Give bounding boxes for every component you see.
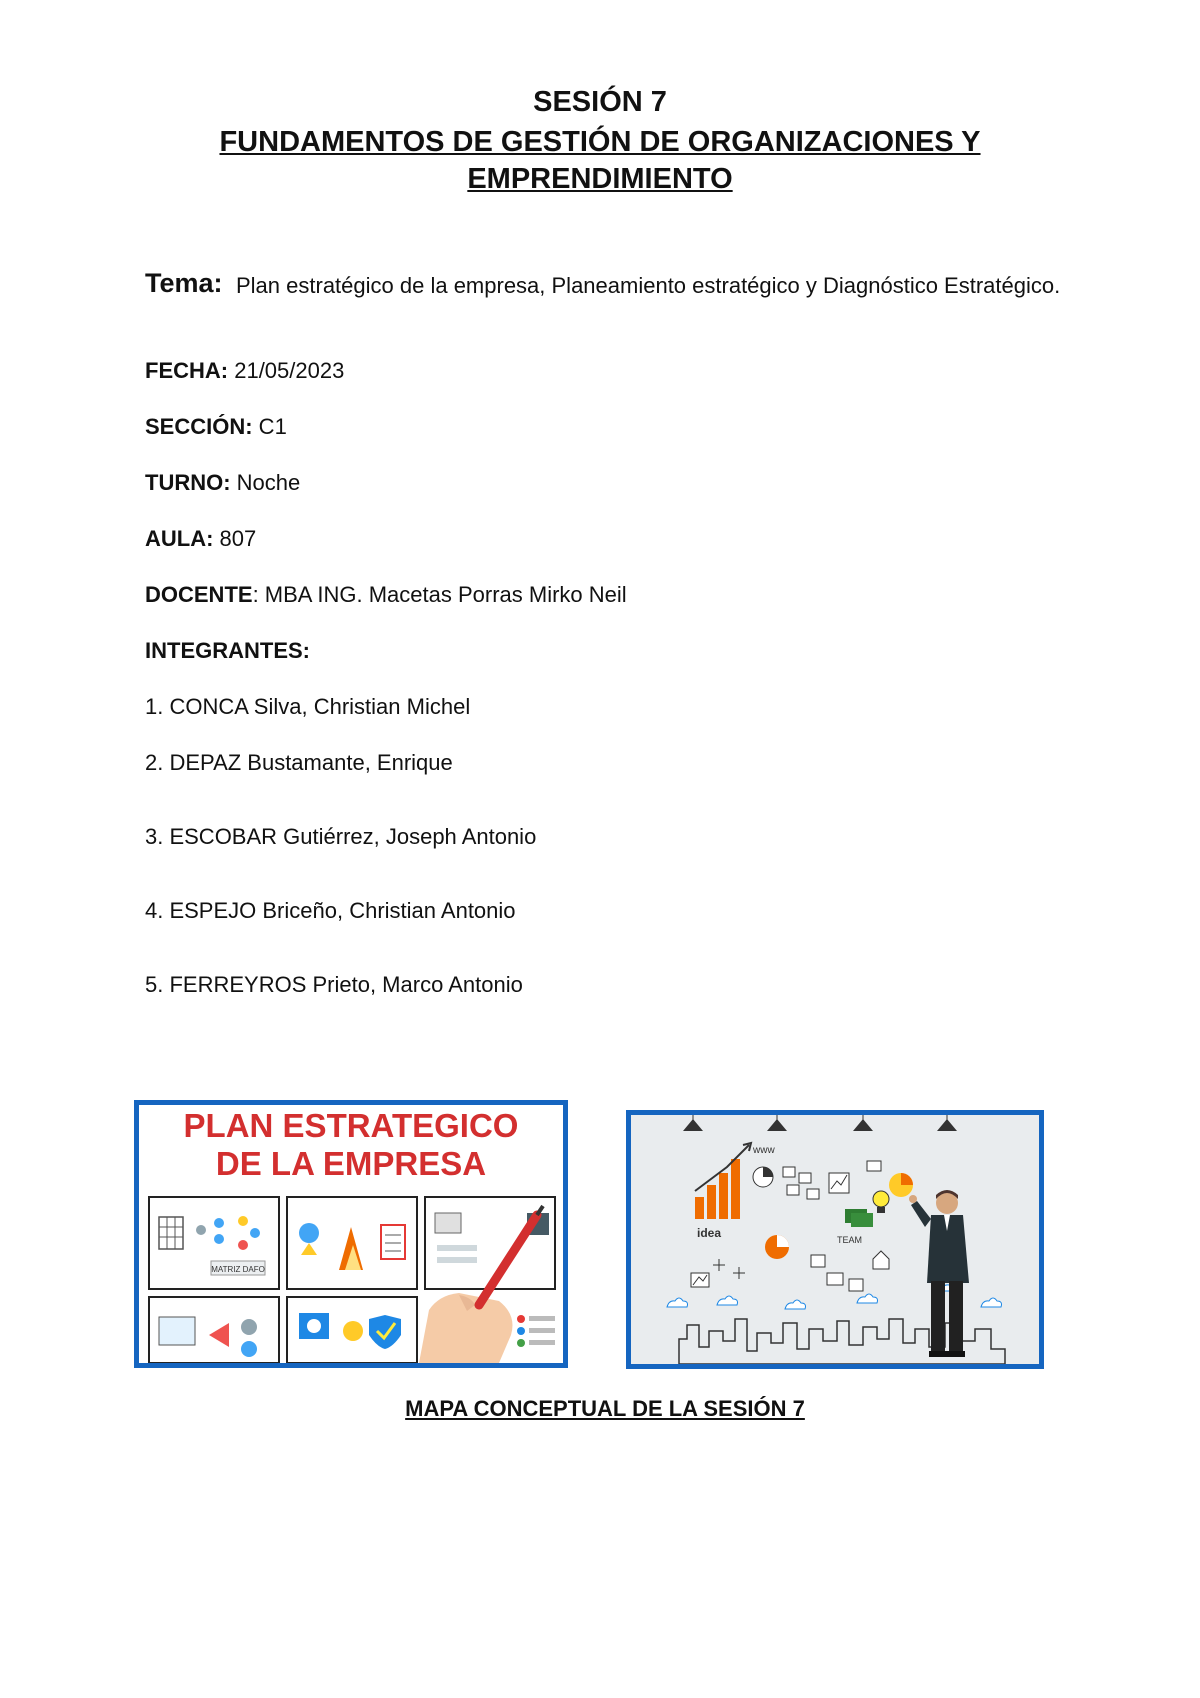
- plan-estrategico-illustration: [139, 1105, 563, 1363]
- member-item: 5. FERREYROS Prieto, Marco Antonio: [145, 972, 523, 997]
- idea-label: idea: [697, 1226, 722, 1240]
- aula-field: [145, 526, 256, 552]
- turno-label: TURNO:: [145, 470, 231, 495]
- aula-value: 807: [213, 526, 257, 551]
- fecha-value: 21/05/2023: [228, 358, 345, 383]
- member-item: 3. ESCOBAR Gutiérrez, Joseph Antonio: [145, 824, 537, 849]
- plan-estrategico-image: [134, 1100, 568, 1368]
- seccion-label: SECCIÓN:: [145, 414, 253, 439]
- member-item: 2. DEPAZ Bustamante, Enrique: [145, 750, 453, 775]
- tema-label: Tema:: [145, 268, 223, 298]
- seccion-field: [145, 414, 287, 440]
- member-item: 1. CONCA Silva, Christian Michel: [145, 694, 471, 719]
- docente-field: [145, 582, 627, 608]
- aula-label: AULA:: [145, 526, 214, 551]
- turno-value: Noche: [230, 470, 301, 495]
- idea-wall-illustration: [631, 1115, 1039, 1364]
- fecha-label: FECHA:: [145, 358, 229, 383]
- concept-map-caption: MAPA CONCEPTUAL DE LA SESIÓN 7: [405, 1396, 805, 1421]
- turno-field: [145, 470, 300, 496]
- tema-value: Plan estratégico de la empresa, Planeamiento estratégico y Diagnóstico Estratégico.: [236, 273, 1061, 298]
- plan-title-line1: PLAN ESTRATEGICO: [183, 1107, 519, 1144]
- team-label: TEAM: [837, 1235, 863, 1245]
- idea-wall-image: [626, 1110, 1044, 1369]
- fecha-field: [145, 358, 344, 384]
- integrantes-label: INTEGRANTES:: [145, 638, 310, 663]
- matriz-dafo-label: MATRIZ DAFO: [211, 1265, 265, 1274]
- plan-title-line2: DE LA EMPRESA: [215, 1145, 487, 1182]
- www-label: www: [753, 1145, 775, 1156]
- docente-value: : MBA ING. Macetas Porras Mirko Neil: [252, 582, 627, 607]
- member-item: 4. ESPEJO Briceño, Christian Antonio: [145, 898, 516, 923]
- course-title: FUNDAMENTOS DE GESTIÓN DE ORGANIZACIONES Y EMPRENDIMIENTO: [219, 126, 981, 195]
- integrantes-field: [145, 638, 310, 664]
- session-title: SESIÓN 7: [533, 86, 667, 118]
- seccion-value: C1: [252, 414, 287, 439]
- docente-label: DOCENTE: [145, 582, 253, 607]
